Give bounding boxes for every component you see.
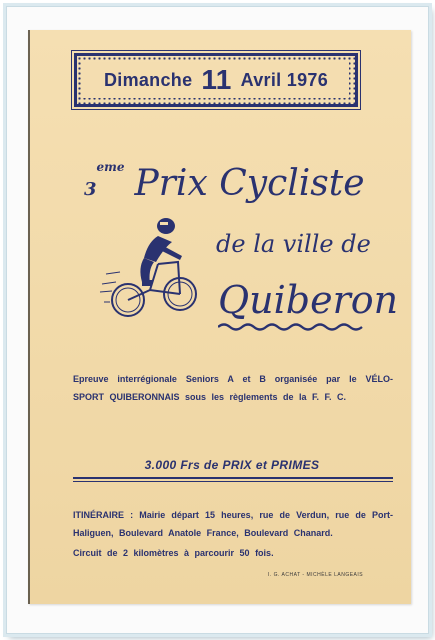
date-line xyxy=(83,62,349,98)
title-ordinal: 3 xyxy=(84,179,97,200)
prize-underline-thin xyxy=(73,481,393,482)
title-prix-cycliste xyxy=(84,160,374,204)
description-paragraph: Epreuve interrégionale Seniors A et B organisée par le VÉLO-SPORT QUIBERONNAIS sous les règlements de la F. F. C. xyxy=(73,374,393,402)
poster-edge-line xyxy=(28,30,30,604)
prize-line: 3.000 Frs de PRIX et PRIMES xyxy=(144,458,320,472)
prize-underline xyxy=(73,477,393,479)
title-ville: de la ville de xyxy=(216,230,371,258)
title-quiberon: Quiberon xyxy=(218,278,399,322)
day-number: 11 xyxy=(201,64,232,95)
itinerary-paragraph: ITINÉRAIRE : Mairie départ 15 heures, rue de Verdun, rue de Port-Haliguen, Boulevard Anatole France, Boulevard Chanard. xyxy=(73,510,393,538)
month-year: Avril 1976 xyxy=(240,69,329,90)
printer-credit: I. G. ACHAT - MICHÈLE LANGEAIS xyxy=(268,572,364,578)
title-main: Prix Cycliste xyxy=(134,163,365,204)
title-ordinal-suffix: eme xyxy=(96,160,125,174)
day-name: Dimanche xyxy=(103,69,193,90)
date-box xyxy=(74,53,358,107)
poster xyxy=(28,30,411,604)
cyclist-illustration xyxy=(98,212,198,322)
circuit-line: Circuit de 2 kilomètres à parcourir 50 fois. xyxy=(73,548,274,558)
wave-underline xyxy=(218,322,368,332)
